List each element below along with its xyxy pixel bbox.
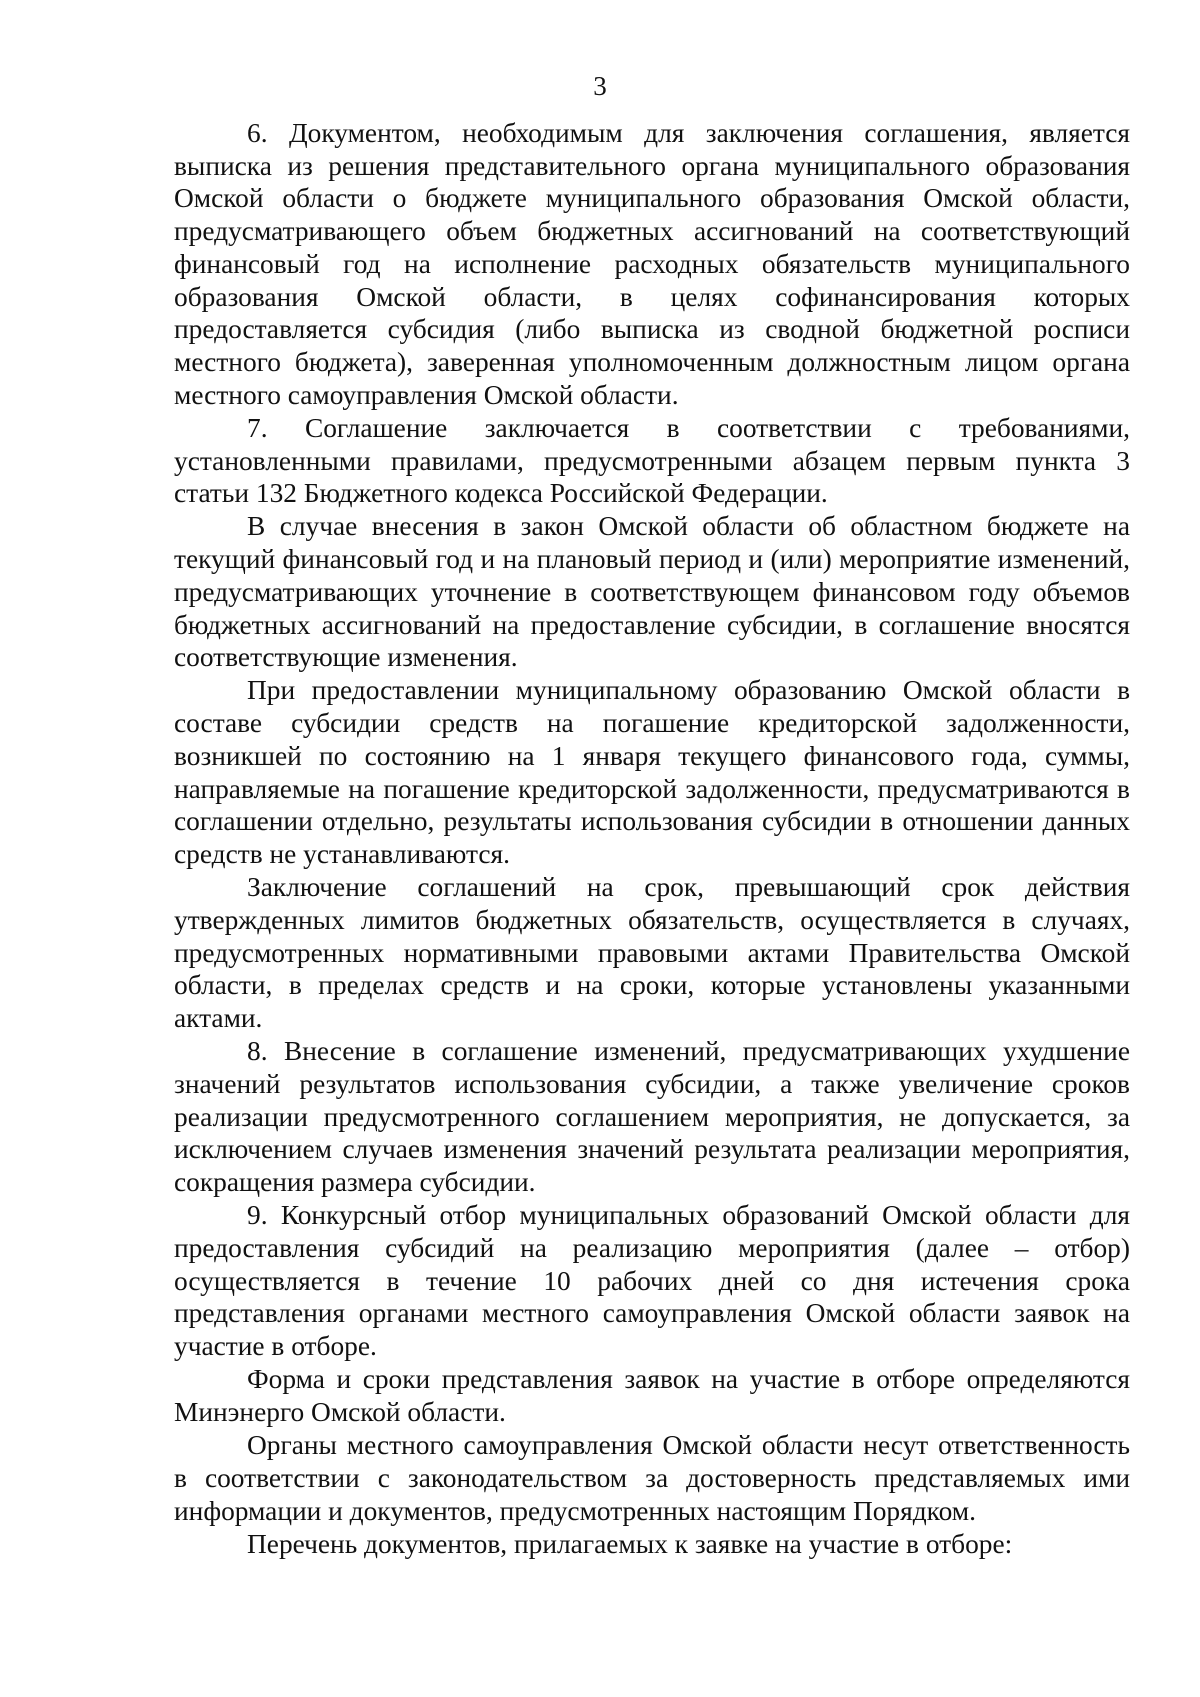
paragraph-responsibility: Органы местного самоуправления Омской области несут ответственность в соответствии с законодательством за достоверность представляемых ими информации и документов, предусмотренных настоящим Порядком. <box>174 1430 1130 1526</box>
paragraph-agreement-term: Заключение соглашений на срок, превышающий срок действия утвержденных лимитов бюджетных обязательств, осуществляется в случаях, предусмотренных нормативными правовыми актами Правительства Омской области, в пределах средств и на сроки, которые установлены указанными актами. <box>174 872 1130 1033</box>
paragraph-application-form: Форма и сроки представления заявок на участие в отборе определяются Минэнерго Омской области. <box>174 1364 1130 1427</box>
page-number: 3 <box>593 71 607 101</box>
paragraph-7: 7. Соглашение заключается в соответствии с требованиями, установленными правилами, предусмотренными абзацем первым пункта 3 статьи 132 Бюджетного кодекса Российской Федерации. <box>174 412 1130 509</box>
paragraph-creditor-debt: При предоставлении муниципальному образованию Омской области в составе субсидии средств на погашение кредиторской задолженности, возникшей по состоянию на 1 января текущего финансового года, суммы, направляемые на погашение кредиторской задолженности, предусматриваются в соглашении отдельно, результаты использования субсидии в отношении данных средств не устанавливаются. <box>174 675 1130 869</box>
paragraph-documents-list: Перечень документов, прилагаемых к заявке на участие в отборе: <box>247 1528 1013 1559</box>
paragraph-budget-changes: В случае внесения в закон Омской области об областном бюджете на текущий финансовый год и на плановый период и (или) мероприятие изменений, предусматривающих уточнение в соответствующем финансовом году объемов бюджетных ассигнований на предоставление субсидии, в соглашение вносятся соответствующие изменения. <box>174 511 1130 673</box>
paragraph-6: 6. Документом, необходимым для заключения соглашения, является выписка из решения представительного органа муниципального образования Омской области о бюджете муниципального образования Омской области, предусматривающего объем бюджетных ассигнований на соответствующий финансовый год на исполнение расходных обязательств муниципального образования Омской области, в целях софинансирования которых предоставляется субсидия (либо выписка из сводной бюджетной росписи местного бюджета), заверенная уполномоченным должностным лицом органа местного самоуправления Омской области. <box>174 118 1130 410</box>
paragraph-8: 8. Внесение в соглашение изменений, предусматривающих ухудшение значений результатов использования субсидии, а также увеличение сроков реализации предусмотренного соглашением мероприятия, не допускается, за исключением случаев изменения значений результата реализации мероприятия, сокращения размера субсидии. <box>174 1036 1130 1197</box>
paragraph-9: 9. Конкурсный отбор муниципальных образований Омской области для предоставления субсидий на реализацию мероприятия (далее – отбор) осуществляется в течение 10 рабочих дней со дня истечения срока представления органами местного самоуправления Омской области заявок на участие в отборе. <box>174 1200 1130 1362</box>
document-body <box>174 117 1130 1561</box>
